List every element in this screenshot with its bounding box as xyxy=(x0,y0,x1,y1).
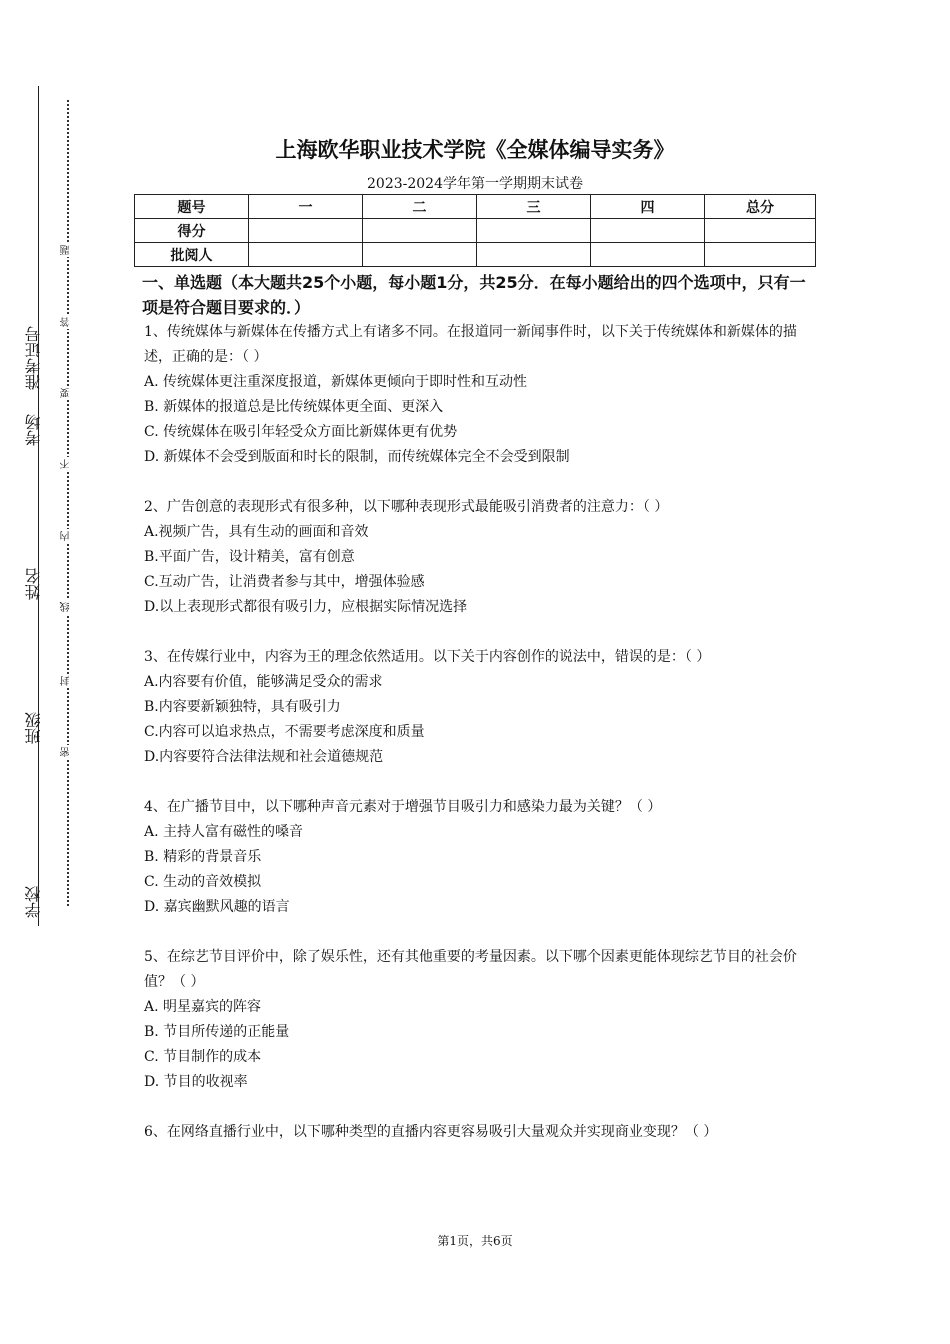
option[interactable]: D. 节目的收视率 xyxy=(144,1074,248,1090)
exam-id-label: 准考证号 xyxy=(24,326,43,390)
option[interactable]: A. 主持人富有磁性的嗓音 xyxy=(144,824,304,840)
score-table xyxy=(134,194,816,267)
option[interactable]: B. 精彩的背景音乐 xyxy=(144,849,262,865)
reviewer-cell[interactable] xyxy=(249,243,363,267)
option[interactable]: A.内容要有价值，能够满足受众的需求 xyxy=(144,674,383,690)
question xyxy=(144,795,812,920)
option[interactable]: B. 新媒体的报道总是比传统媒体更全面、更深入 xyxy=(144,399,444,415)
section-heading: 一、单选题（本大题共25个小题，每小题1分，共25分．在每小题给出的四个选项中，只有一项是符合题目要求的．） xyxy=(142,273,806,317)
class-label: 班级 xyxy=(24,712,43,744)
option[interactable]: D. 新媒体不会受到版面和时长的限制，而传统媒体完全不会受到限制 xyxy=(144,449,570,465)
score-cell[interactable] xyxy=(477,219,591,243)
option[interactable]: B. 节目所传递的正能量 xyxy=(144,1024,290,1040)
option[interactable]: C.互动广告，让消费者参与其中，增强体验感 xyxy=(144,574,425,590)
reviewer-row-label: 批阅人 xyxy=(135,243,249,267)
score-header-cell: 四 xyxy=(591,195,705,219)
seal-char: 答 xyxy=(61,317,72,327)
score-header-cell: 二 xyxy=(363,195,477,219)
option[interactable]: D.以上表现形式都很有吸引力，应根据实际情况选择 xyxy=(144,599,468,615)
option[interactable]: C. 传统媒体在吸引年轻受众方面比新媒体更有优势 xyxy=(144,424,458,440)
seal-char: 题 xyxy=(61,245,72,255)
score-header-cell: 题号 xyxy=(135,195,249,219)
seal-char: 内 xyxy=(61,531,72,541)
reviewer-cell[interactable] xyxy=(591,243,705,267)
question xyxy=(144,645,812,770)
score-cell[interactable] xyxy=(249,219,363,243)
question-stem: 1、传统媒体与新媒体在传播方式上有诸多不同。在报道同一新闻事件时，以下关于传统媒体和新媒体的描述，正确的是：（ ） xyxy=(144,324,797,365)
option[interactable]: B.平面广告，设计精美，富有创意 xyxy=(144,549,355,565)
option[interactable]: A. 明星嘉宾的阵容 xyxy=(144,999,262,1015)
question-stem: 4、在广播节目中，以下哪种声音元素对于增强节目吸引力和感染力最为关键？（ ） xyxy=(144,799,662,815)
score-header-cell: 一 xyxy=(249,195,363,219)
score-header-cell: 总分 xyxy=(705,195,816,219)
seal-char: 封 xyxy=(61,676,72,686)
seal-char: 密 xyxy=(61,747,72,757)
seal-char: 不 xyxy=(61,459,72,469)
binding-dotted-line xyxy=(67,100,69,906)
seal-char: 要 xyxy=(61,388,72,398)
name-label: 姓名 xyxy=(24,568,43,600)
question-stem: 2、广告创意的表现形式有很多种，以下哪种表现形式最能吸引消费者的注意力：（ ） xyxy=(144,499,669,515)
option[interactable]: B.内容要新颖独特，具有吸引力 xyxy=(144,699,341,715)
exam-room-label: 考场 xyxy=(24,414,43,446)
page-footer: 第1页，共6页 xyxy=(437,1234,513,1248)
reviewer-row xyxy=(135,243,816,267)
exam-content xyxy=(144,270,812,1145)
question xyxy=(144,320,812,470)
question-stem: 3、在传媒行业中，内容为王的理念依然适用。以下关于内容创作的说法中，错误的是：（ ） xyxy=(144,649,711,665)
reviewer-cell[interactable] xyxy=(477,243,591,267)
reviewer-cell[interactable] xyxy=(705,243,816,267)
exam-title: 上海欧华职业技术学院《全媒体编导实务》 xyxy=(275,138,675,162)
seal-char: 线 xyxy=(61,602,72,612)
question-stem: 6、在网络直播行业中，以下哪种类型的直播内容更容易吸引大量观众并实现商业变现？（ ） xyxy=(144,1124,718,1140)
reviewer-cell[interactable] xyxy=(363,243,477,267)
score-cell[interactable] xyxy=(591,219,705,243)
question xyxy=(144,1120,812,1145)
binding-solid-line xyxy=(38,86,39,926)
exam-subtitle: 2023-2024学年第一学期期末试卷 xyxy=(367,176,583,192)
question xyxy=(144,495,812,620)
option[interactable]: D. 嘉宾幽默风趣的语言 xyxy=(144,899,290,915)
option[interactable]: C. 生动的音效模拟 xyxy=(144,874,262,890)
option[interactable]: A. 传统媒体更注重深度报道，新媒体更倾向于即时性和互动性 xyxy=(144,374,528,390)
score-header-cell: 三 xyxy=(477,195,591,219)
score-cell[interactable] xyxy=(363,219,477,243)
option[interactable]: C.内容可以追求热点，不需要考虑深度和质量 xyxy=(144,724,425,740)
question xyxy=(144,945,812,1095)
option[interactable]: A.视频广告，具有生动的画面和音效 xyxy=(144,524,369,540)
score-table-header-row xyxy=(135,195,816,219)
score-row-label: 得分 xyxy=(135,219,249,243)
option[interactable]: D.内容要符合法律法规和社会道德规范 xyxy=(144,749,384,765)
score-cell[interactable] xyxy=(705,219,816,243)
option[interactable]: C. 节目制作的成本 xyxy=(144,1049,262,1065)
question-stem: 5、在综艺节目评价中，除了娱乐性，还有其他重要的考量因素。以下哪个因素更能体现综艺节目的社会价值？（ ） xyxy=(144,949,797,990)
school-label: 学校 xyxy=(24,886,43,918)
score-row xyxy=(135,219,816,243)
